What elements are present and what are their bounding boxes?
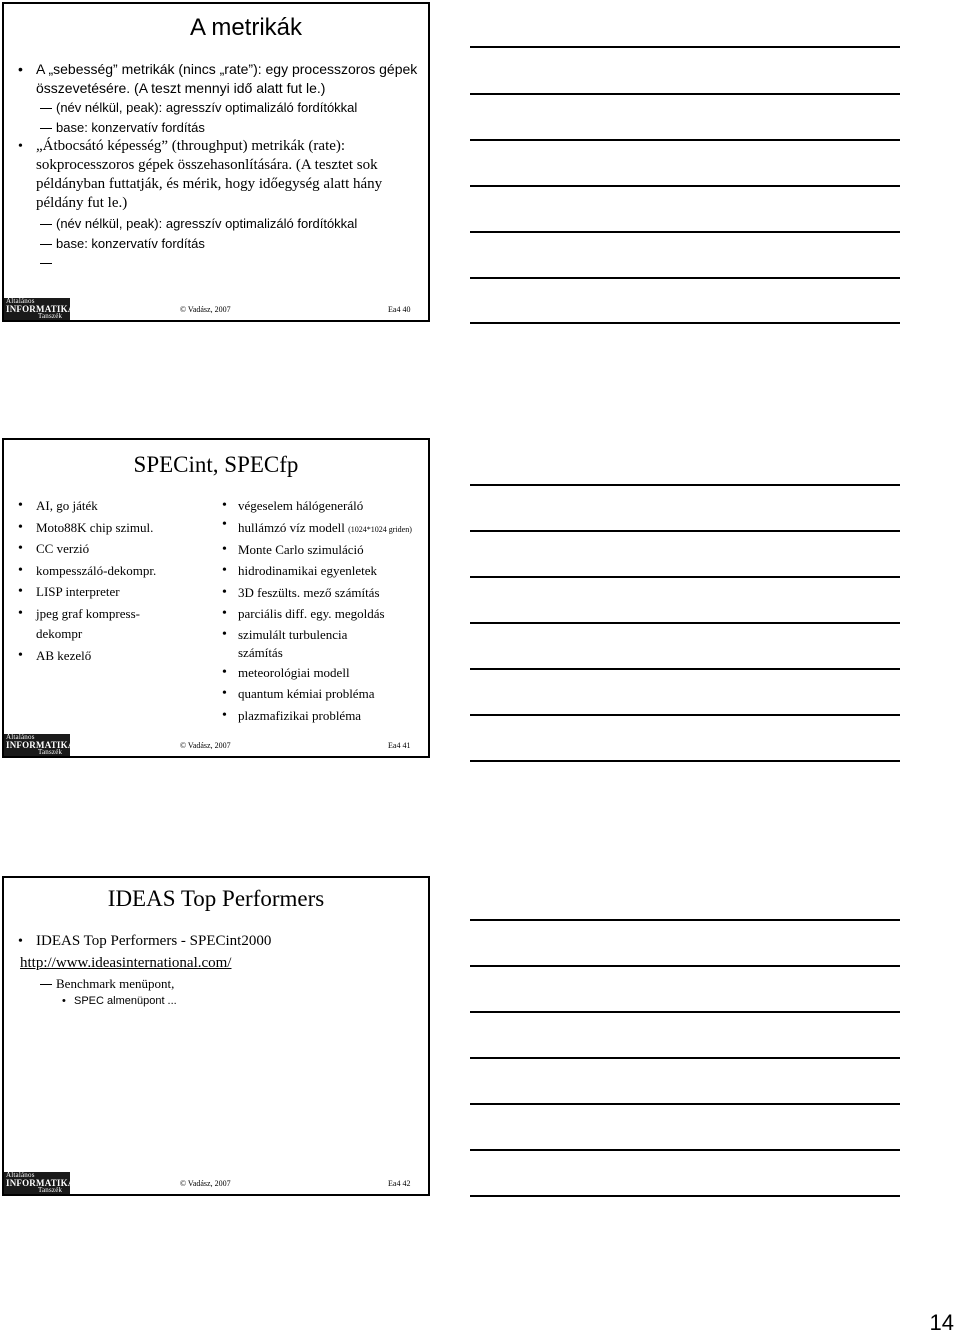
list-item: • CC verzió bbox=[4, 539, 204, 560]
left-column bbox=[4, 496, 204, 667]
department-logo: Általános INFORMATIKAI Tanszék bbox=[6, 297, 79, 320]
list-item: • Moto88K chip szimul. bbox=[4, 518, 204, 539]
slide-title: A metrikák bbox=[189, 14, 303, 41]
slide-number: Ea4 41 bbox=[388, 741, 411, 750]
note-line bbox=[470, 46, 900, 48]
list-item: • szimulált turbulencia számítás bbox=[208, 626, 388, 662]
list-item: • 3D feszülts. mező számítás bbox=[208, 583, 428, 604]
slide-41 bbox=[2, 438, 430, 758]
note-line bbox=[470, 139, 900, 141]
note-line bbox=[470, 576, 900, 578]
note-line bbox=[470, 668, 900, 670]
list-item: • parciális diff. egy. megoldás bbox=[208, 604, 428, 625]
slide-content bbox=[4, 60, 422, 272]
note-line bbox=[470, 322, 900, 324]
notes-lines-2 bbox=[470, 438, 900, 768]
right-column bbox=[208, 496, 428, 727]
copyright: © Vadász, 2007 bbox=[180, 305, 231, 314]
list-item: • plazmafizikai probléma bbox=[208, 706, 428, 727]
copyright: © Vadász, 2007 bbox=[180, 741, 231, 750]
slide-content bbox=[4, 932, 428, 1010]
list-item: • Monte Carlo szimuláció bbox=[208, 540, 428, 561]
note-line bbox=[470, 231, 900, 233]
list-item: • AB kezelő bbox=[4, 646, 204, 667]
sub-bullet: base: konzervatív fordítás bbox=[4, 118, 422, 138]
slide-footer bbox=[4, 1170, 428, 1194]
list-item: • meteorológiai modell bbox=[208, 663, 428, 684]
slide-title: SPECint, SPECfp bbox=[133, 452, 299, 477]
note-line bbox=[470, 714, 900, 716]
list-item: • quantum kémiai probléma bbox=[208, 684, 428, 705]
list-item bbox=[208, 518, 428, 539]
slide-number: Ea4 40 bbox=[388, 305, 411, 314]
note-line bbox=[470, 185, 900, 187]
sub-sub-bullet: • SPEC almenüpont ... bbox=[4, 993, 428, 1010]
list-item: • kompesszáló-dekompr. bbox=[4, 561, 204, 582]
bullet: • A „sebesség” metrikák (nincs „rate”): egy processzoros gépek összevetésére. (A teszt mennyi idő alatt fut le.) bbox=[4, 60, 422, 97]
page-number: 14 bbox=[929, 1310, 954, 1335]
list-item: • hidrodinamikai egyenletek bbox=[208, 561, 428, 582]
slide-number: Ea4 42 bbox=[388, 1179, 411, 1188]
note-line bbox=[470, 484, 900, 486]
sub-bullet: base: konzervatív fordítás bbox=[4, 234, 422, 254]
bullet: • „Átbocsátó képesség” (throughput) metrikák (rate): sokprocesszoros gépek összehasonlítására. (A tesztet sok példányban futtatják, és mérik, hogy időegység alatt hány példány fut le.) bbox=[4, 137, 422, 213]
list-item: • végeselem hálógeneráló bbox=[208, 496, 428, 517]
note-line bbox=[470, 1103, 900, 1105]
notes-lines-1 bbox=[470, 0, 900, 330]
ideas-link[interactable]: http://www.ideasinternational.com/ bbox=[20, 955, 232, 971]
note-line bbox=[470, 1057, 900, 1059]
note-line bbox=[470, 760, 900, 762]
list-item: • AI, go játék bbox=[4, 496, 204, 517]
note-line bbox=[470, 93, 900, 95]
slide-footer bbox=[4, 296, 428, 320]
department-logo: Általános INFORMATIKAI Tanszék bbox=[6, 733, 79, 756]
slide-title: IDEAS Top Performers bbox=[107, 886, 325, 911]
slide-40 bbox=[2, 2, 430, 322]
note-line bbox=[470, 1195, 900, 1197]
list-item-note: (1024*1024 griden) bbox=[348, 524, 412, 534]
note-line bbox=[470, 965, 900, 967]
notes-lines-3 bbox=[470, 876, 900, 1206]
note-line bbox=[470, 622, 900, 624]
sub-bullet: (név nélkül, peak): agresszív optimalizáló fordítókkal bbox=[4, 98, 422, 118]
bullet: • IDEAS Top Performers - SPECint2000 bbox=[4, 932, 428, 951]
slide-footer bbox=[4, 732, 428, 756]
slide-42 bbox=[2, 876, 430, 1196]
sub-bullet: Benchmark menüpont, bbox=[4, 974, 428, 993]
list-item: • jpeg graf kompress-dekompr bbox=[4, 604, 176, 645]
sub-bullet: (név nélkül, peak): agresszív optimalizáló fordítókkal bbox=[4, 214, 422, 234]
sub-bullet-empty bbox=[4, 253, 422, 272]
note-line bbox=[470, 530, 900, 532]
note-line bbox=[470, 1011, 900, 1013]
note-line bbox=[470, 1149, 900, 1151]
list-item: • LISP interpreter bbox=[4, 582, 204, 603]
note-line bbox=[470, 277, 900, 279]
department-logo: Általános INFORMATIKAI Tanszék bbox=[6, 1171, 79, 1194]
list-item-text: hullámzó víz modell bbox=[238, 519, 345, 535]
note-line bbox=[470, 919, 900, 921]
copyright: © Vadász, 2007 bbox=[180, 1179, 231, 1188]
